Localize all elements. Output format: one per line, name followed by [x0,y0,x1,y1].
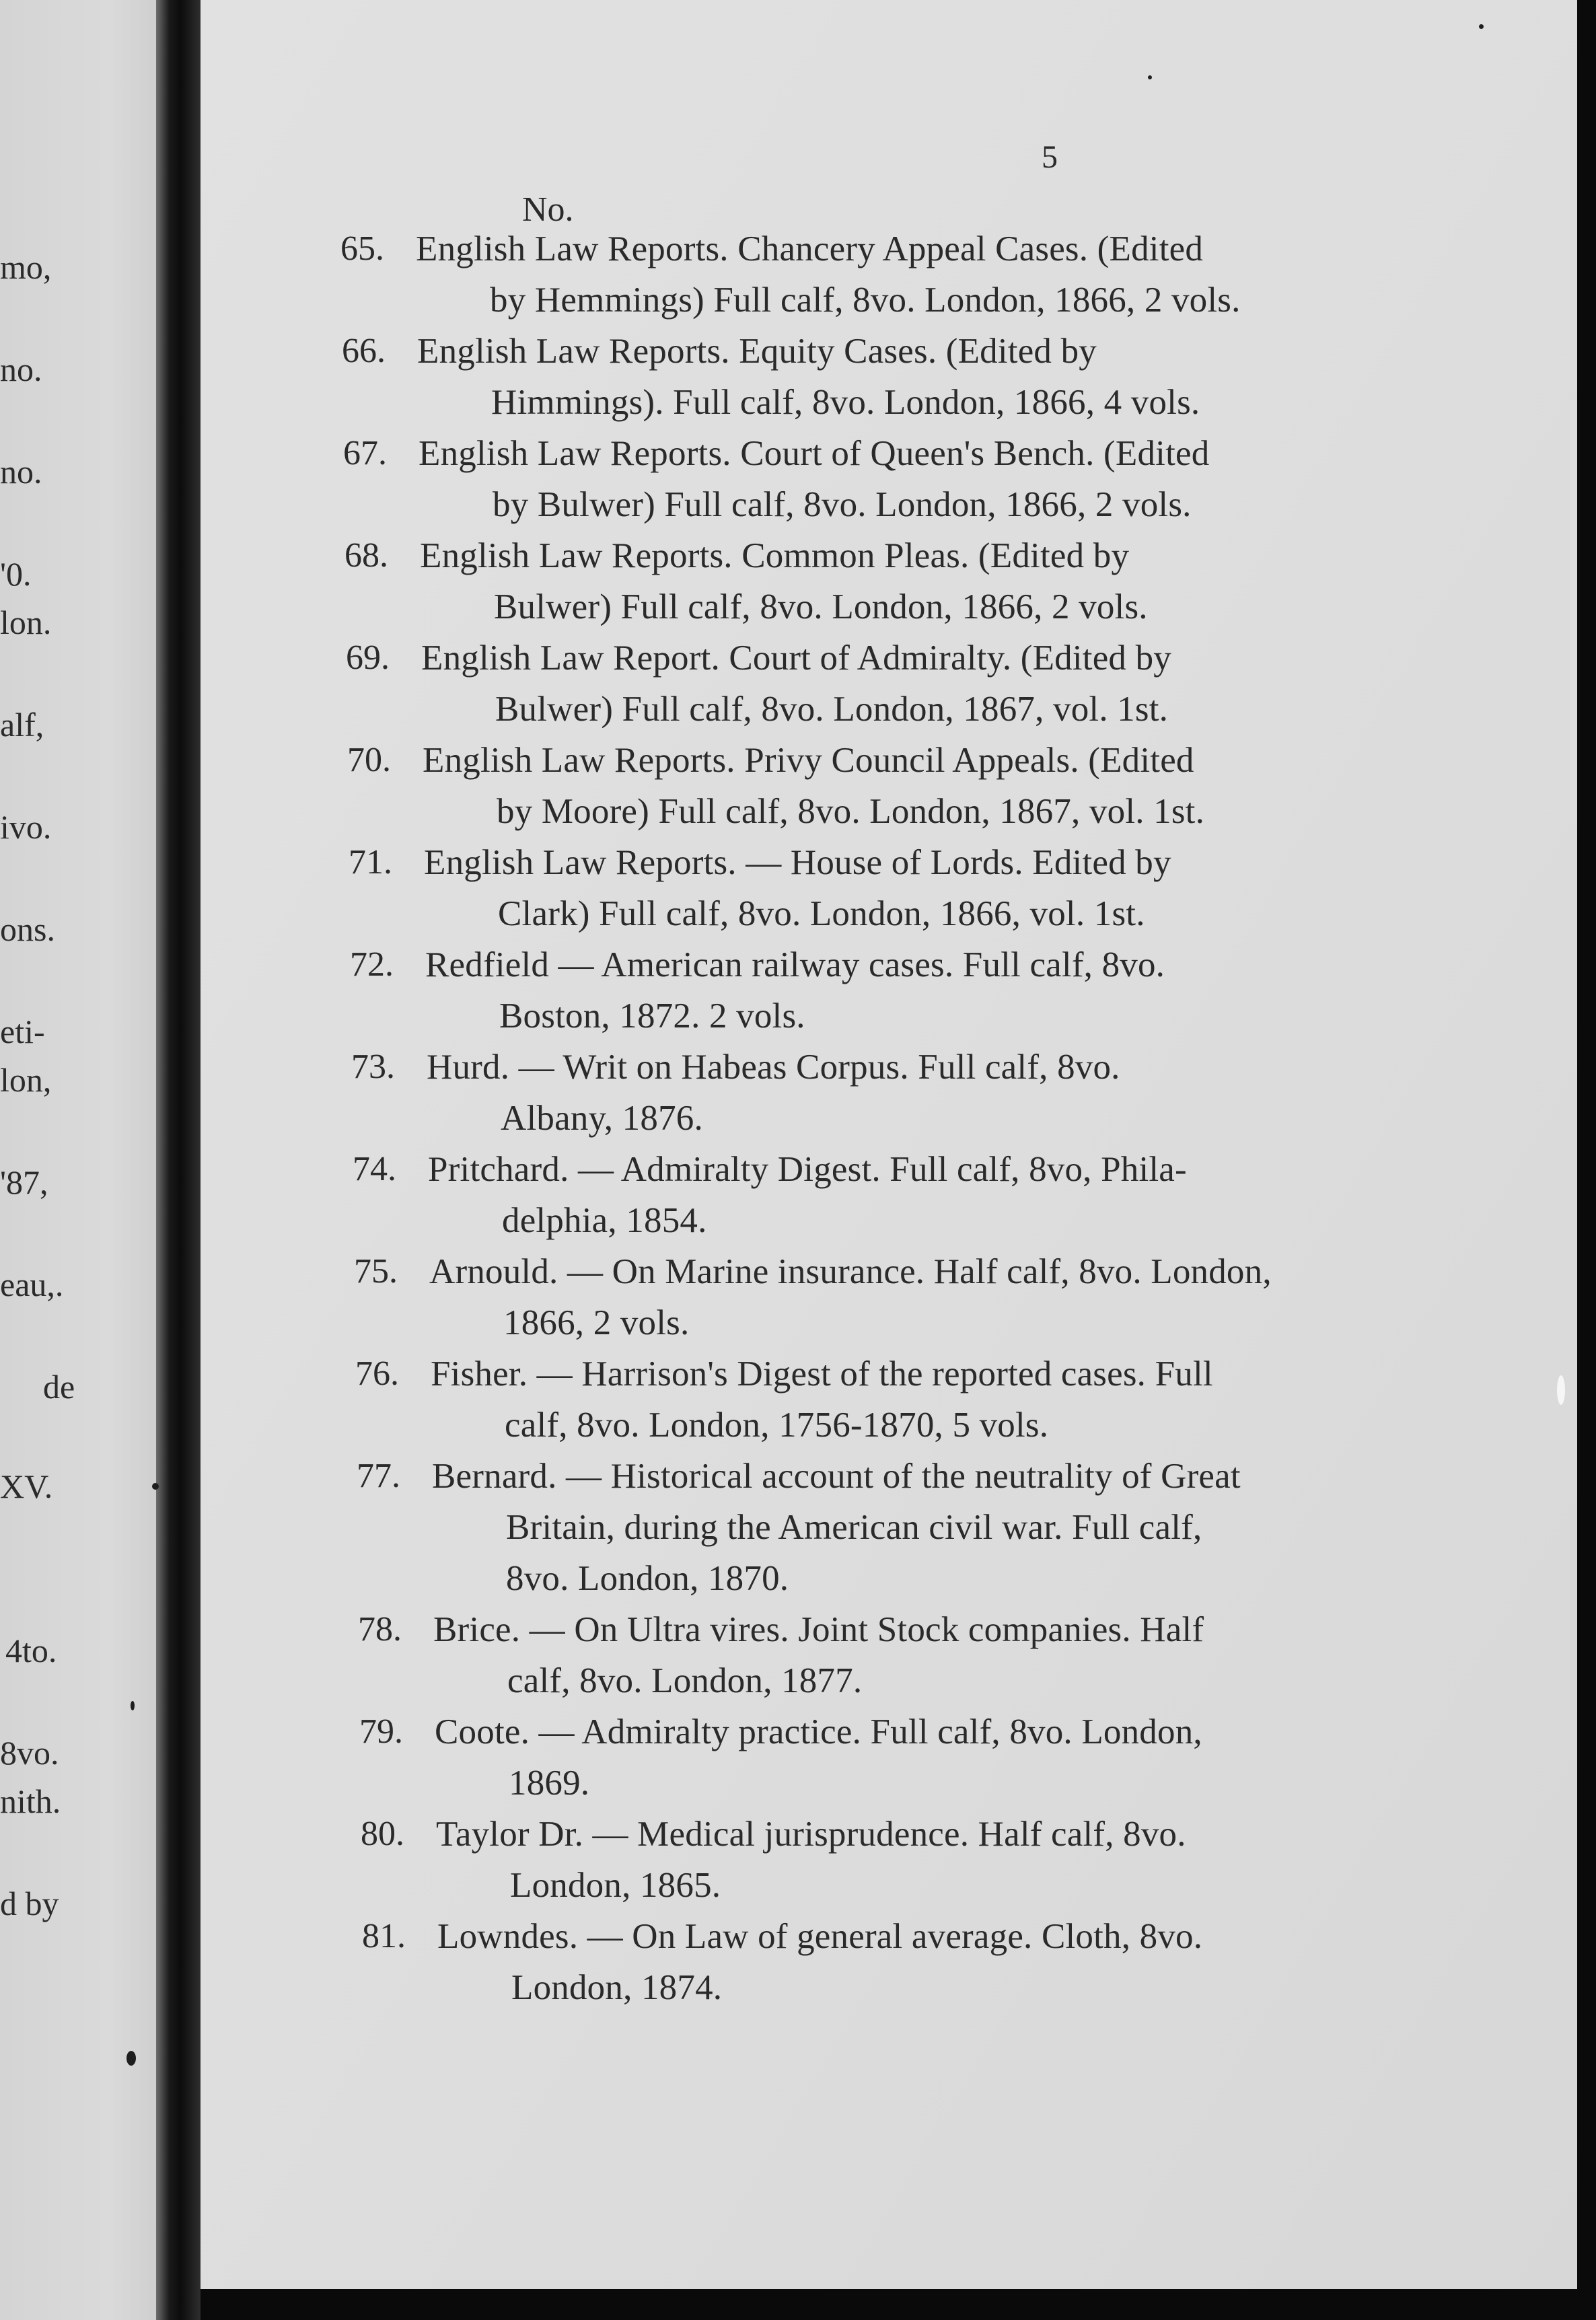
entry-number: 71. [349,843,392,881]
paper-speck [152,1483,159,1490]
left-page-text: no. [0,453,42,491]
catalog-entry [201,1252,1577,1354]
entry-text-line: English Law Reports. Chancery Appeal Cases. (Edited [416,229,1204,268]
paper-speck [131,1701,135,1710]
entry-text-line: Fisher. — Harrison's Digest of the reported cases. Full [431,1354,1213,1393]
entry-text-line: Arnould. — On Marine insurance. Half calf, 8vo. London, [429,1252,1272,1291]
entry-number: 70. [347,741,391,779]
catalog-entry [201,1712,1577,1814]
catalog-entry [201,536,1577,638]
catalog-entry [201,1047,1577,1149]
entry-text-line: English Law Report. Court of Admiralty. (Edited by [421,639,1171,678]
entry-text-line: Lowndes. — On Law of general average. Cloth, 8vo. [437,1917,1203,1956]
entry-text-line: delphia, 1854. [502,1201,707,1240]
left-page-text: alf, [0,706,44,744]
paper-speck [126,2051,136,2066]
catalog-entry [201,740,1577,842]
entry-text-line: Clark) Full calf, 8vo. London, 1866, vol. 1st. [498,894,1145,933]
catalog-entry [201,1609,1577,1712]
left-page-text: eti- [0,1013,45,1050]
entry-number: 75. [354,1252,398,1291]
entry-text-line: Himmings). Full calf, 8vo. London, 1866, 4 vols. [491,383,1200,422]
entry-text-line: English Law Reports. Common Pleas. (Edited by [420,536,1130,575]
catalog-entry [201,1814,1577,1916]
entry-text-line: Redfield — American railway cases. Full calf, 8vo. [425,945,1165,984]
entry-text-line: London, 1874. [511,1968,723,2007]
entry-number: 81. [362,1917,406,1955]
entry-text-line: Pritchard. — Admiralty Digest. Full calf, 8vo, Phila- [428,1150,1187,1189]
entry-text-line: Albany, 1876. [501,1099,703,1138]
entry-text-line: London, 1865. [510,1866,721,1905]
catalog-entry [201,1916,1577,2019]
left-page-text: '87, [0,1163,48,1201]
left-page-text: XV. [0,1467,53,1505]
entry-number: 68. [344,536,388,575]
entry-number: 67. [343,434,387,472]
entry-text-line: Bulwer) Full calf, 8vo. London, 1866, 2 vols. [494,587,1148,626]
paper-speck [1148,75,1152,79]
left-page-text: no. [0,351,42,388]
paper-speck [1479,24,1484,29]
entry-text-line: 1869. [509,1764,590,1803]
entry-text-line: English Law Reports. — House of Lords. Edited by [424,843,1171,882]
entry-number: 65. [340,229,384,268]
entry-number: 76. [355,1354,399,1393]
entry-number: 74. [353,1150,396,1188]
entry-text-line: 1866, 2 vols. [503,1303,690,1342]
left-page-text: ivo. [0,808,52,846]
page-number: 5 [1042,139,1058,175]
entry-text-line: Taylor Dr. — Medical jurisprudence. Half calf, 8vo. [436,1815,1186,1854]
book-gutter [156,0,201,2320]
entry-text-line: Bulwer) Full calf, 8vo. London, 1867, vol. 1st. [495,690,1169,729]
entry-number: 80. [361,1815,404,1853]
entry-text-line: Hurd. — Writ on Habeas Corpus. Full calf, 8vo. [427,1048,1120,1087]
entry-text-line: English Law Reports. Privy Council Appeals. (Edited [423,741,1194,780]
left-page-text: '0. [0,555,32,593]
entry-text-line: calf, 8vo. London, 1756-1870, 5 vols. [505,1406,1049,1445]
catalog-entry [201,945,1577,1047]
entry-text-line: Coote. — Admiralty practice. Full calf, 8vo. London, [435,1712,1202,1751]
catalog-entry [201,1456,1577,1609]
entry-text-line: 8vo. London, 1870. [506,1559,789,1598]
entry-number: 73. [351,1048,395,1086]
left-page-text: lon, [0,1061,52,1099]
page-bottom-edge [201,2289,1596,2320]
left-page-text: ons. [0,910,55,948]
entry-text-line: Britain, during the American civil war. Full calf, [506,1508,1202,1547]
entry-text-line: English Law Reports. Court of Queen's Bench. (Edited [419,434,1210,473]
catalog-entry [201,842,1577,945]
left-page-text: 4to. [5,1632,57,1669]
entry-number: 77. [357,1457,400,1495]
entry-number: 78. [358,1610,402,1648]
catalog-entry [201,638,1577,740]
entry-number: 79. [359,1712,403,1751]
entry-number: 72. [350,945,394,984]
left-page-text: d by [0,1885,59,1922]
entry-text-line: Boston, 1872. 2 vols. [499,996,805,1036]
catalog-entry [201,331,1577,433]
entry-number: 69. [346,639,390,677]
catalog-page [201,0,1577,2289]
entry-text-line: Bernard. — Historical account of the neutrality of Great [432,1457,1241,1496]
page-right-edge [1577,0,1596,2320]
left-page-text: mo, [0,248,52,286]
entry-text-line: by Hemmings) Full calf, 8vo. London, 1866, 2 vols. [490,281,1241,320]
catalog-entry [201,1149,1577,1252]
left-page-fragment [0,0,156,2320]
entry-text-line: Brice. — On Ultra vires. Joint Stock companies. Half [433,1610,1204,1649]
entry-number: 66. [342,332,386,370]
left-page-text: lon. [0,604,52,641]
paper-scratch [1557,1375,1565,1405]
left-page-text: 8vo. [0,1734,59,1772]
number-column-header: No. [522,190,574,229]
left-page-text: nith. [0,1782,61,1820]
catalog-entry [201,229,1577,331]
entry-text-line: by Bulwer) Full calf, 8vo. London, 1866, 2 vols. [493,485,1192,524]
left-page-text: eau,. [0,1266,64,1303]
entry-text-line: by Moore) Full calf, 8vo. London, 1867, vol. 1st. [497,792,1205,831]
left-page-text: de [43,1368,75,1406]
catalog-entry [201,433,1577,536]
entry-text-line: English Law Reports. Equity Cases. (Edited by [417,332,1097,371]
entry-text-line: calf, 8vo. London, 1877. [507,1661,863,1700]
catalog-entry [201,1354,1577,1456]
